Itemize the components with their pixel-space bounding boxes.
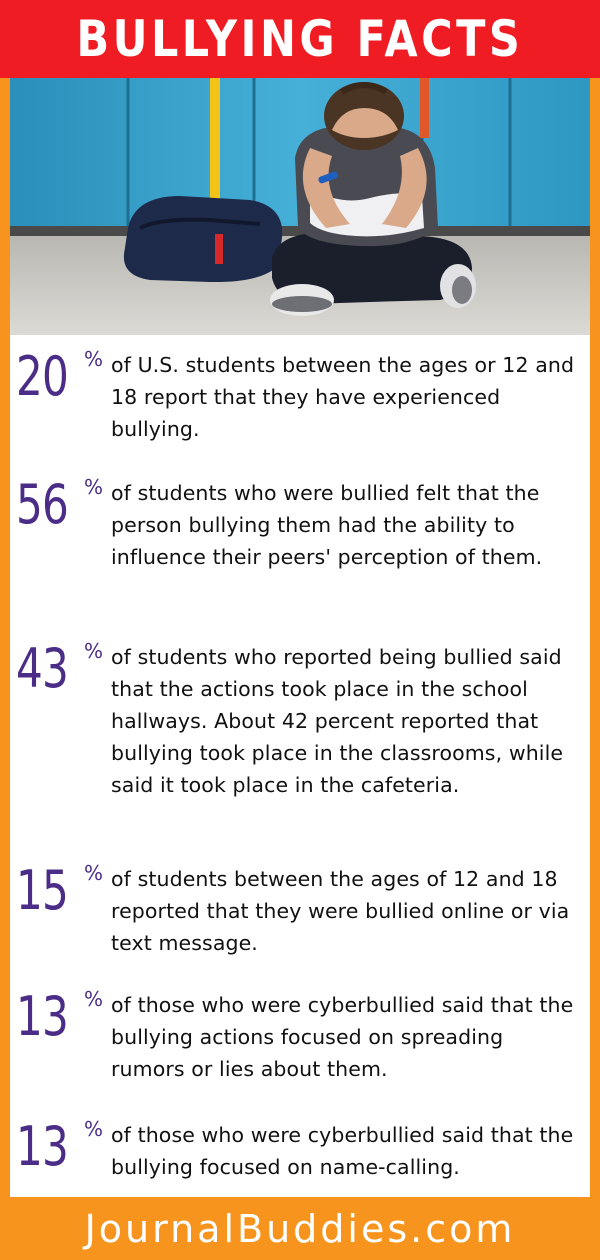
sad-student-photo — [10, 78, 590, 335]
percent-sign: % — [84, 1117, 104, 1141]
fact-statistic — [16, 639, 112, 709]
fact-number: 20 — [16, 345, 69, 408]
fact-text: of students who reported being bullied said that the actions took place in the school hallways. About 42 percent reported that bullying took place in the classrooms, while said it took place in the cafeteria. — [111, 645, 564, 797]
fact-text: of students who were bullied felt that the person bullying them had the ability to influence their peers' perception of them. — [111, 481, 543, 569]
brand-link[interactable]: JournalBuddies.com — [84, 1206, 516, 1251]
percent-sign: % — [84, 475, 104, 499]
percent-sign: % — [84, 861, 104, 885]
percent-sign: % — [84, 987, 104, 1011]
page-title: BULLYING FACTS — [76, 10, 524, 68]
fact-number: 56 — [16, 473, 69, 536]
header-banner — [0, 0, 600, 78]
facts-panel — [10, 335, 590, 1197]
fact-text: of those who were cyberbullied said that the bullying actions focused on spreading rumors or lies about them. — [111, 993, 574, 1081]
fact-statistic — [16, 475, 112, 545]
fact-number: 13 — [16, 1115, 69, 1178]
fact-statistic — [16, 1117, 112, 1187]
fact-text: of U.S. students between the ages or 12 and 18 report that they have experienced bullying. — [111, 353, 575, 441]
footer-banner — [0, 1197, 600, 1260]
fact-number: 43 — [16, 637, 69, 700]
percent-sign: % — [84, 347, 104, 371]
percent-sign: % — [84, 639, 104, 663]
fact-text: of students between the ages of 12 and 18 reported that they were bullied online or via text message. — [111, 867, 570, 955]
fact-statistic — [16, 347, 112, 417]
fact-number: 13 — [16, 985, 69, 1048]
fact-statistic — [16, 987, 112, 1057]
fact-text: of those who were cyberbullied said that the bullying focused on name-calling. — [111, 1123, 574, 1179]
fact-number: 15 — [16, 859, 69, 922]
fact-statistic — [16, 861, 112, 931]
